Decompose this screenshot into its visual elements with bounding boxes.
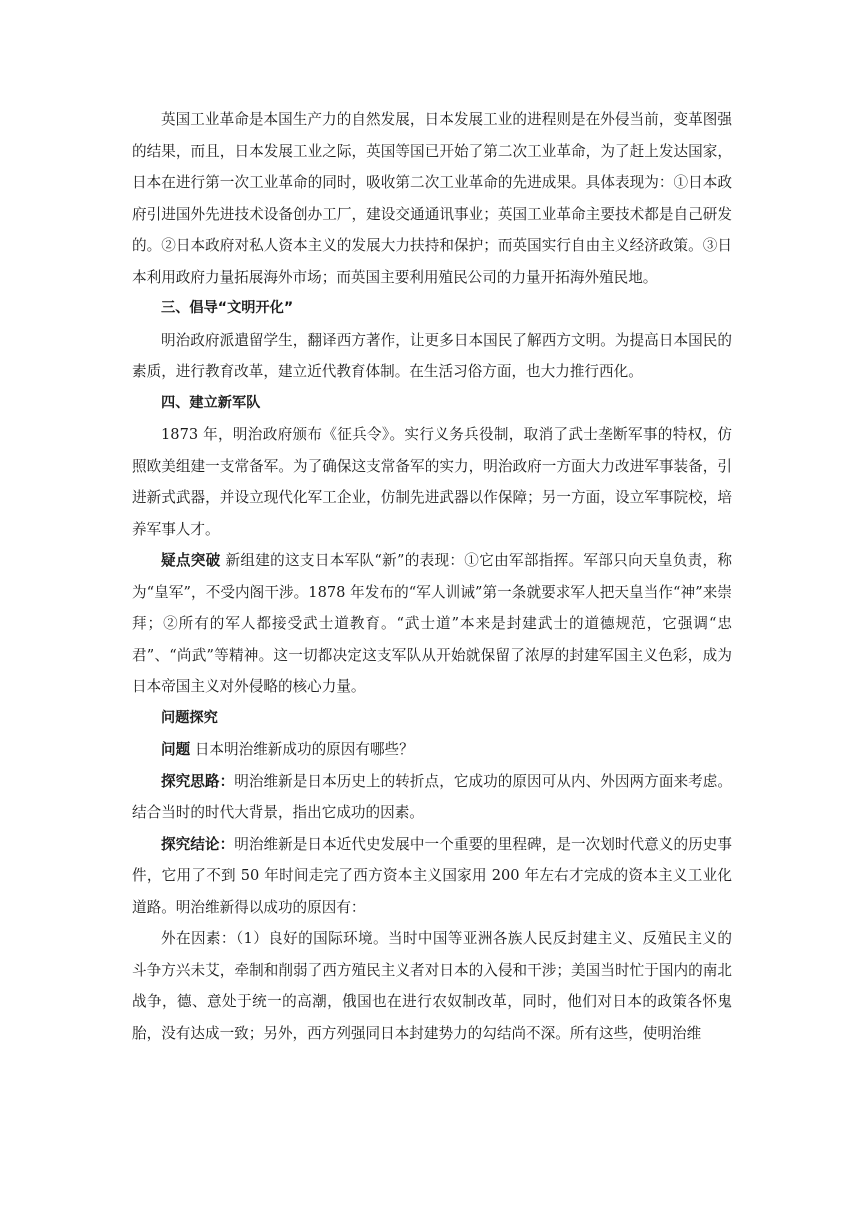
thinking-text: 明治维新是日本历史上的转折点，它成功的原因可从内、外因两方面来考虑。结合当时的时代大背景，指出它成功的因素。 [132,772,732,821]
paragraph-new-army: 1873 年，明治政府颁布《征兵令》。实行义务兵役制，取消了武士垄断军事的特权，仿照欧美组建一支常备军。为了确保这支常备军的实力，明治政府一方面大力改进军事装备，引进新式武器，并设立现代化军工企业，仿制先进武器以作保障；另一方面，设立军事院校，培养军事人才。 [132,426,732,538]
section-heading-civilization: 三、倡导“文明开化” [161,300,294,316]
paragraph-external-factors: 外在因素：（1）良好的国际环境。当时中国等亚洲各族人民反封建主义、反殖民主义的斗争方兴未艾，牵制和削弱了西方殖民主义者对日本的入侵和干涉；美国当时忙于国内的南北战争，德、意处于统一的高潮，俄国也在进行农奴制改革，同时，他们对日本的政策各怀鬼胎，没有达成一致；另外，西方列强同日本封建势力的勾结尚不深。所有这些，使明治维 [132,930,732,1042]
paragraph-conclusion [132,829,732,924]
conclusion-label: 探究结论： [161,835,235,853]
question-label: 问题 [161,741,191,758]
question-text: 日本明治维新成功的原因有哪些？ [190,741,414,758]
doubt-text: 新组建的这支日本军队“新”的表现：①它由军部指挥。军部只向天皇负责，称为“皇军”，不受内阁干涉。1878 年发布的“军人训诫”第一条就要求军人把天皇当作“神”来崇拜；②所有的军人都接受武士道教育。“武士道”本来是封建武士的道德规范，它强调“忠君”、“尚武”等精神。这一切都决定这支军队从开始就保留了浓厚的封建军国主义色彩，成为日本帝国主义对外侵略的核心力量。 [132,552,732,695]
paragraph-doubt-breakthrough [132,545,732,703]
section-heading-new-army: 四、建立新军队 [161,394,261,411]
paragraph-civilization: 明治政府派遣留学生，翻译西方著作，让更多日本国民了解西方文明。为提高日本国民的素质，进行教育改革，建立近代教育体制。在生活习俗方面，也大力推行西化。 [132,331,732,380]
thinking-label: 探究思路： [161,772,235,790]
document-page [132,104,732,1049]
paragraph-industrial-comparison: 英国工业革命是本国生产力的自然发展，日本发展工业的进程则是在外侵当前，变革图强的结果，而且，日本发展工业之际，英国等国已开始了第二次工业革命，为了赶上发达国家，日本在进行第一次工业革命的同时，吸收第二次工业革命的先进成果。具体表现为：①日本政府引进国外先进技术设备创办工厂，建设交通通讯事业；英国工业革命主要技术都是自己研发的。②日本政府对私人资本主义的发展大力扶持和保护；而英国实行自由主义经济政策。③日本利用政府力量拓展海外市场；而英国主要利用殖民公司的力量开拓海外殖民地。 [132,111,732,286]
conclusion-text: 明治维新是日本近代史发展中一个重要的里程碑，是一次划时代意义的历史事件，它用了不到 50 年时间走完了西方资本主义国家用 200 年左右才完成的资本主义工业化道路。明治维新得以成功的原因有： [132,835,732,916]
paragraph-question [132,734,732,766]
doubt-label: 疑点突破 [161,552,221,569]
paragraph-thinking [132,766,732,829]
section-heading-inquiry: 问题探究 [161,709,218,726]
